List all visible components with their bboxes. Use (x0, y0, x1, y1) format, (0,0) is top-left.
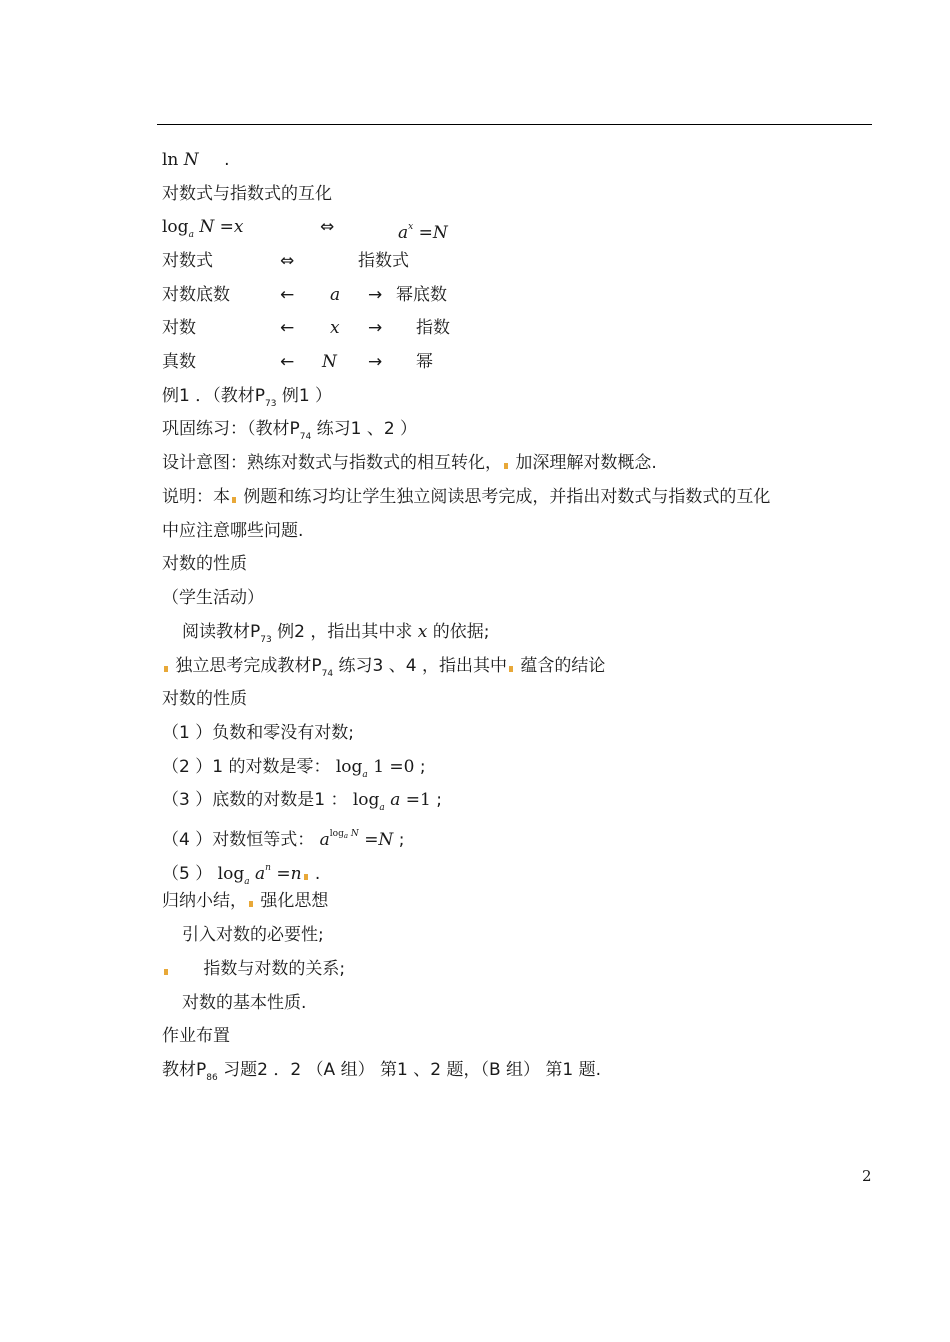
text: 例题和练习均让学生独立阅读思考完成，并指出对数式与指数式的互化 (238, 487, 771, 507)
heading-properties-2: 对数的性质 (162, 689, 247, 709)
highlight-mark (164, 969, 168, 975)
log-text: log (335, 757, 363, 777)
row-right: 指数 (416, 318, 450, 338)
row-left: 真数 (162, 352, 196, 372)
page-ref: 74 (299, 432, 312, 442)
row-left: 对数 (162, 318, 196, 338)
row-left: 对数式 (162, 251, 213, 271)
text: （4 ）对数恒等式： (162, 830, 315, 850)
page-number: 2 (862, 1167, 872, 1185)
text: . (309, 864, 321, 884)
summary-item-3: 对数的基本性质. (182, 993, 307, 1013)
iff-symbol: ⇔ (320, 217, 335, 237)
left-arrow: ← (280, 318, 295, 338)
think-step (162, 655, 605, 685)
equation: =N (364, 830, 394, 850)
left-arrow: ← (280, 285, 295, 305)
right-arrow: → (368, 352, 383, 372)
equation: =n (276, 864, 302, 884)
equation: 1 =0 (367, 757, 415, 777)
text: 例1 ） (276, 386, 333, 406)
table-row (162, 250, 409, 272)
note-cont: 中应注意哪些问题. (162, 521, 304, 541)
text: 练习1 、2 ） (311, 419, 418, 439)
log-text: log (162, 217, 189, 237)
log-base: a (362, 770, 368, 780)
table-row (162, 351, 433, 373)
highlight-mark (249, 901, 253, 907)
highlight-mark (509, 666, 513, 672)
text: 独立思考完成教材P (170, 656, 322, 676)
iff-symbol: ⇔ (280, 251, 295, 271)
var-a: a (319, 830, 330, 850)
text: ; (393, 830, 405, 850)
var-N: N (199, 217, 215, 237)
design-intent (162, 452, 657, 474)
eq-x: =x (219, 217, 244, 237)
text: 归纳小结， (162, 891, 247, 911)
log-base: a (244, 877, 250, 887)
property-1: （1 ）负数和零没有对数; (162, 723, 354, 743)
example-1 (162, 385, 332, 415)
text: ; (430, 790, 442, 810)
practice (162, 418, 417, 448)
log-text: log (329, 829, 344, 839)
text: 的依据; (427, 622, 490, 642)
text: 设计意图：熟练对数式与指数式的相互转化， (162, 453, 502, 473)
right-arrow: → (368, 285, 383, 305)
var-x: x (417, 622, 428, 642)
row-right: 指数式 (358, 251, 409, 271)
summary (162, 890, 328, 912)
right-arrow: → (368, 318, 383, 338)
text: 例1 ．（教材P (162, 386, 265, 406)
var-a: a (390, 790, 401, 810)
page-ref: 74 (321, 669, 334, 679)
header-rule (157, 124, 872, 125)
highlight-mark (304, 874, 308, 880)
row-right: 幂 (416, 352, 433, 372)
left-arrow: ← (280, 352, 295, 372)
text: （3 ）底数的对数是1 ： (162, 790, 348, 810)
line-ln-N (162, 149, 229, 171)
read-step (182, 621, 489, 651)
text: ; (414, 757, 426, 777)
text: 蕴含的结论 (514, 656, 606, 676)
text: 练习3 、4 ，指出其中 (333, 656, 507, 676)
equation: =1 (400, 790, 431, 810)
property-5 (162, 857, 320, 893)
var-x: x (330, 318, 340, 338)
var-a: a (254, 864, 266, 884)
text: 阅读教材P (182, 622, 261, 642)
homework (162, 1059, 601, 1089)
var-a: a (398, 223, 409, 243)
text: （2 ）1 的对数是零： (162, 757, 331, 777)
ln-text: ln (162, 150, 179, 170)
text: 说明：本 (162, 487, 230, 507)
page-ref: 73 (264, 399, 277, 409)
table-row (162, 284, 447, 306)
text: 巩固练习：（教材P (162, 419, 300, 439)
page-ref: 86 (206, 1073, 218, 1083)
summary-item-1: 引入对数的必要性; (182, 925, 324, 945)
highlight-mark (504, 463, 508, 469)
text: 教材P (162, 1060, 207, 1080)
eq-N: =N (418, 223, 448, 243)
heading-conversion: 对数式与指数式的互化 (162, 184, 332, 204)
text: 强化思想 (255, 891, 329, 911)
summary-item-2 (162, 958, 345, 980)
text: 指数与对数的关系; (203, 959, 346, 979)
property-2 (162, 756, 426, 786)
conversion-formula (162, 216, 448, 246)
text: 例2 ，指出其中求 (271, 622, 413, 642)
table-row (162, 317, 450, 339)
row-right: 幂底数 (396, 285, 447, 305)
var-N: N (322, 352, 337, 372)
log-text: log (352, 790, 380, 810)
highlight-mark (232, 497, 236, 503)
text: 习题2 ．2 （A 组） 第1 、2 题，（B 组） 第1 题. (217, 1060, 602, 1080)
page-ref: 73 (260, 635, 272, 645)
log-text: log (217, 864, 245, 884)
text: （5 ） (162, 864, 213, 884)
exp-x: x (408, 222, 414, 232)
log-base: a (188, 230, 194, 240)
log-base: a (379, 803, 385, 813)
var-a: a (330, 285, 341, 305)
student-activity: （学生活动） (162, 588, 264, 608)
exp-n: n (265, 863, 271, 873)
exponent (330, 829, 359, 839)
text: 加深理解对数概念. (510, 453, 657, 473)
var-N: N (183, 150, 199, 170)
heading-homework: 作业布置 (162, 1026, 230, 1046)
highlight-mark (164, 666, 168, 672)
property-3 (162, 789, 442, 819)
note (162, 486, 770, 508)
period: . (224, 150, 230, 170)
heading-properties: 对数的性质 (162, 554, 247, 574)
var-N: N (348, 829, 359, 839)
log-base: a (343, 832, 349, 840)
property-4 (162, 823, 404, 851)
row-left: 对数底数 (162, 285, 230, 305)
